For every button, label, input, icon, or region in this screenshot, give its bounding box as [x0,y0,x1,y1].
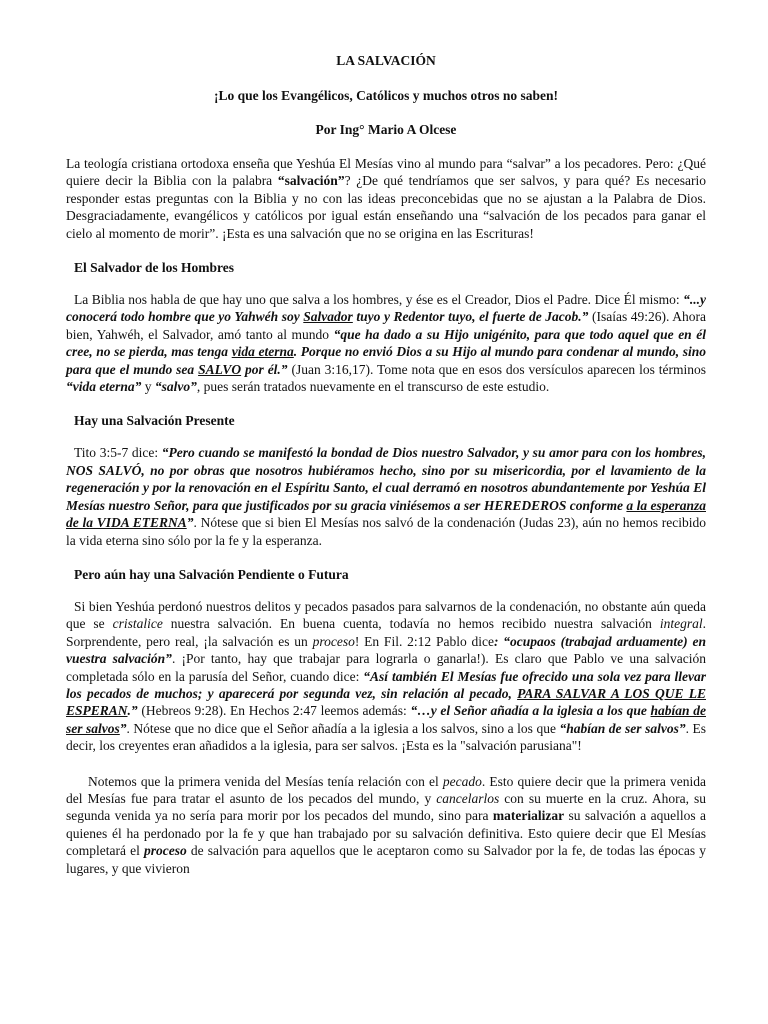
section-heading-futura: Pero aún hay una Salvación Pendiente o Futura [74,566,349,582]
futura-paragraph: Si bien Yeshúa perdonó nuestros delitos y pecados pasados para salvarnos de la condenación, no obstante aún queda que se cristalice nuestra salvación. En buena cuenta, todavía no hemos recibido nuestra salvación integral. Sorprendente, pero real, ¡la salvación es un proceso! En Fil. 2:12 Pablo dice: “ocupaos (trabajad arduamente) en vuestra salvación”. ¡Por tanto, hay que trabajar para lograrla o ganarla!). Es claro que Pablo ve una salvación completada sólo en la parusía del Señor, cuando dice: “Así también El Mesías fue ofrecido una sola vez para llevar los pecados de muchos; y aparecerá por segunda vez, sin relación al pecado, PARA SALVAR A LOS QUE LE ESPERAN.” (Hebreos 9:28). En Hechos 2:47 leemos además: “…y el Señor añadía a la iglesia a los que habían de ser salvos”. Nótese que no dice que el Señor añadía a la iglesia a los salvos, sino a los que “habían de ser salvos”. Es decir, los creyentes eran añadidos a la iglesia, para ser salvos. ¡Esta es la "salvación parusiana"! [66,598,706,754]
notemos-paragraph: Notemos que la primera venida del Mesías tenía relación con el pecado. Esto quiere decir que la primera venida del Mesías fue para tratar el asunto de los pecados del mundo, y cancelarlos con su muerte en la cruz. Ahora, su segunda venida ya no sería para morir por los pecados del mundo, sino para materializar su salvación a aquellos a quienes él ha perdonado por la fe y que han trabajado por su salvación definitiva. Esto quiere decir que El Mesías completará el proceso de salvación para aquellos que le aceptaron como su Salvador por la fe, de todas las épocas y lugares, y que vivieron [66,773,707,876]
section-heading-presente: Hay una Salvación Presente [74,413,235,429]
presente-paragraph: Tito 3:5-7 dice: “Pero cuando se manifestó la bondad de Dios nuestro Salvador, y su amor para con los hombres, NOS SALVÓ, no por obras que nosotros hubiéramos hecho, sino por su misericordia, por el lavamiento de la regeneración y por la renovación en el Espíritu Santo, el cual derramó en nosotros abundantemente por Yeshúa El Mesías nuestro Señor, para que justificados por su gracia viniésemos a ser HEREDEROS conforme a la esperanza de la VIDA ETERNA”. Nótese que si bien El Mesías nos salvó de la condenación (Judas 23), aún no hemos recibido la vida eterna sino sólo por la fe y la esperanza. [66,445,706,548]
document-author: Por Ing° Mario A Olcese [315,122,457,137]
salvador-paragraph: La Biblia nos habla de que hay uno que salva a los hombres, y ése es el Creador, Dios el Padre. Dice Él mismo: “...y conocerá todo hombre que yo Yahwéh soy Salvador tuyo y Redentor tuyo, el fuerte de Jacob.” (Isaías 49:26). Ahora bien, Yahwéh, el Salvador, amó tanto al mundo “que ha dado a su Hijo unigénito, para que todo aquel que en él cree, no se pierda, mas tenga vida eterna. Porque no envió Dios a su Hijo al mundo para condenar al mundo, sino para que el mundo sea SALVO por él.” (Juan 3:16,17). Tome nota que en esos dos versículos aparecen los términos “vida eterna” y “salvo”, pues serán tratados nuevamente en el transcurso de este estudio. [66,292,706,395]
intro-paragraph: La teología cristiana ortodoxa enseña que Yeshúa El Mesías vino al mundo para “salvar” a los pecadores. Pero: ¿Qué quiere decir la Biblia con la palabra “salvación”? ¿De qué tendríamos que ser salvos, y para qué? Es necesario responder estas preguntas con la Biblia y no con las ideas preconcebidas que no se ajustan a la Palabra de Dios. Desgraciadamente, evangélicos y católicos por igual están enseñando una “salvación de los pecados para ganar el cielo al momento de morir”. ¡Esta es una salvación que no se origina en las Escrituras! [66,156,706,241]
document-title: LA SALVACIÓN [336,53,436,68]
section-heading-salvador: El Salvador de los Hombres [74,260,235,276]
document-subtitle: ¡Lo que los Evangélicos, Católicos y muchos otros no saben! [213,88,559,103]
